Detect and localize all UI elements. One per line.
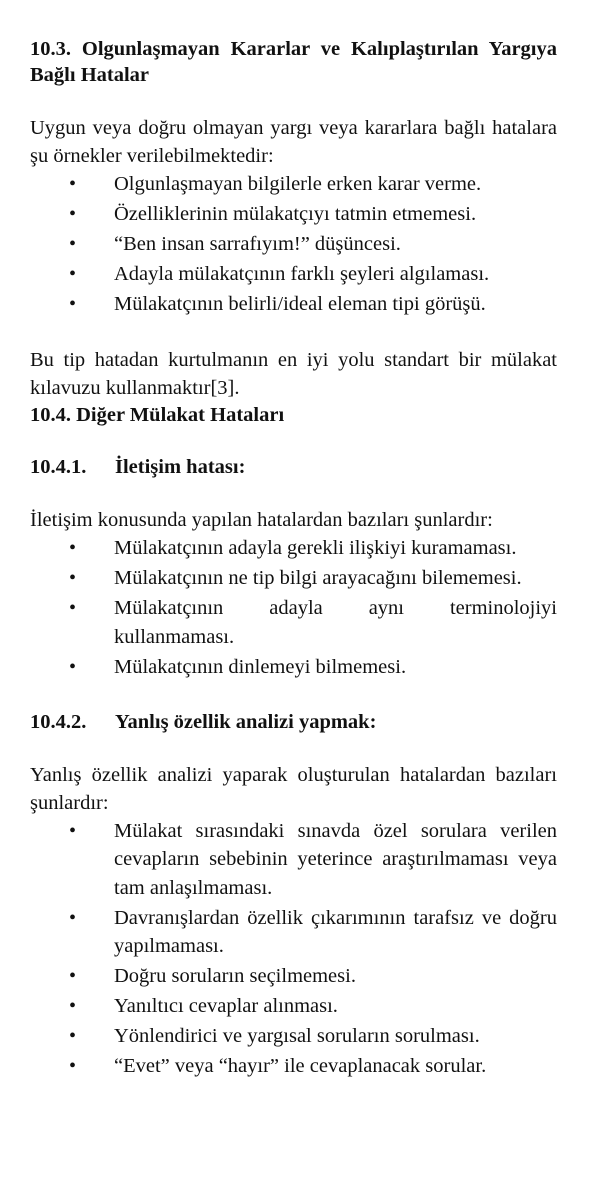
- list-item: • Mülakatçının dinlemeyi bilmemesi.: [30, 653, 557, 682]
- list-item: • Davranışlardan özellik çıkarımının tarafsız ve doğru yapılmaması.: [30, 904, 557, 961]
- bullet-icon: •: [69, 1025, 77, 1047]
- section-10-4-1-heading: [30, 454, 557, 480]
- section-10-3-bullet-list: [30, 170, 557, 319]
- bullet-icon: •: [69, 173, 77, 195]
- list-item: • Doğru soruların seçilmemesi.: [30, 962, 557, 991]
- bullet-icon: •: [69, 233, 77, 255]
- bullet-icon: •: [69, 263, 77, 285]
- bullet-icon: •: [69, 655, 77, 678]
- section-number: 10.4.2.: [30, 710, 87, 733]
- bullet-icon: •: [69, 819, 77, 842]
- bullet-icon: •: [69, 537, 77, 559]
- bullet-icon: •: [69, 1055, 77, 1077]
- bullet-icon: •: [69, 906, 77, 929]
- list-item: • “Ben insan sarrafıyım!” düşüncesi.: [30, 230, 557, 259]
- bullet-icon: •: [69, 567, 77, 589]
- section-10-4-1-bullet-list: [30, 534, 557, 681]
- section-10-3-conclusion: Bu tip hatadan kurtulmanın en iyi yolu standart bir mülakat kılavuzu kullanmaktır[3].: [30, 349, 557, 399]
- list-item: • Mülakatçının adayla gerekli ilişkiyi kuramaması.: [30, 534, 557, 563]
- bullet-icon: •: [69, 203, 77, 225]
- list-item: • Mülakatçının ne tip bilgi arayacağını bilememesi.: [30, 564, 557, 593]
- section-number: 10.4.1.: [30, 456, 87, 478]
- list-item: • Özelliklerinin mülakatçıyı tatmin etmemesi.: [30, 200, 557, 229]
- bullet-icon: •: [69, 597, 77, 619]
- section-10-4-heading: 10.4. Diğer Mülakat Hataları: [30, 404, 285, 426]
- bullet-icon: •: [69, 293, 77, 315]
- bullet-icon: •: [69, 965, 77, 987]
- bullet-icon: •: [69, 995, 77, 1017]
- list-item: • Olgunlaşmayan bilgilerle erken karar verme.: [30, 170, 557, 199]
- section-10-4-2-bullet-list: [30, 817, 557, 1081]
- list-item: • Adayla mülakatçının farklı şeyleri algılaması.: [30, 260, 557, 289]
- list-item: • Mülakatçının belirli/ideal eleman tipi görüşü.: [30, 290, 557, 319]
- list-item: • Mülakatçının adayla aynı terminolojiyi kullanmaması.: [30, 594, 557, 651]
- section-title: Yanlış özellik analizi yapmak:: [115, 710, 377, 733]
- section-10-4-2-heading: [30, 709, 557, 735]
- section-10-4-1-intro: İletişim konusunda yapılan hatalardan bazıları şunlardır:: [30, 509, 493, 531]
- list-item: • Yönlendirici ve yargısal soruların sorulması.: [30, 1022, 557, 1051]
- section-10-4-2-intro: Yanlış özellik analizi yaparak oluşturulan hatalardan bazıları şunlardır:: [30, 763, 557, 814]
- section-title: İletişim hatası:: [115, 456, 246, 478]
- document-page: [30, 36, 557, 1082]
- section-10-3-intro: Uygun veya doğru olmayan yargı veya kararlara bağlı hatalara şu örnekler verilebilmektedir:: [30, 117, 557, 167]
- section-10-3-heading: 10.3. Olgunlaşmayan Kararlar ve Kalıplaştırılan Yargıya Bağlı Hatalar: [30, 38, 557, 86]
- list-item: • Yanıltıcı cevaplar alınması.: [30, 992, 557, 1021]
- list-item: • Mülakat sırasındaki sınavda özel sorulara verilen cevapların sebebinin yeterince araştırılmaması veya tam anlaşılmaması.: [30, 817, 557, 903]
- list-item: • “Evet” veya “hayır” ile cevaplanacak sorular.: [30, 1052, 557, 1081]
